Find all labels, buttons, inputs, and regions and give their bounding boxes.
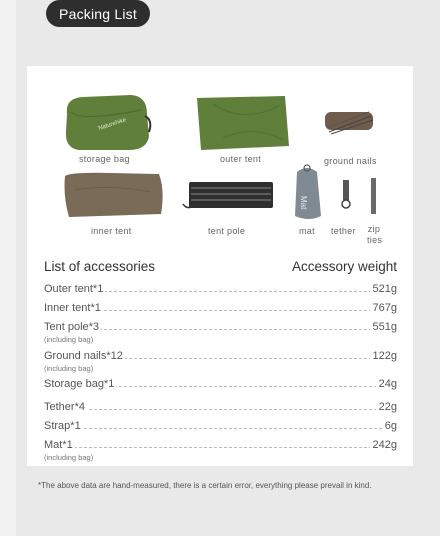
- row-note: (including bag): [44, 364, 94, 373]
- item-label-storage-bag: storage bag: [79, 154, 130, 164]
- table-row: [44, 420, 397, 440]
- storage-bag-icon: [61, 92, 153, 152]
- row-weight: 22g: [376, 401, 397, 413]
- row-note: (including bag): [44, 335, 94, 344]
- outer-tent-icon: [193, 94, 293, 152]
- leader-dots: [44, 447, 397, 448]
- row-note: (including bag): [44, 453, 94, 462]
- row-weight: 122g: [370, 350, 397, 362]
- table-row: [44, 302, 397, 322]
- table-row: [44, 350, 397, 373]
- row-name: Storage bag*1: [44, 378, 115, 390]
- row-weight: 24g: [376, 378, 397, 390]
- row-name: Mat*1: [44, 439, 73, 451]
- table-row: [44, 439, 397, 462]
- row-weight: 521g: [370, 283, 397, 295]
- zip-ties-icon: [365, 176, 383, 218]
- tether-icon: [335, 176, 357, 212]
- row-name: Strap*1: [44, 420, 81, 432]
- table-row: [44, 401, 397, 421]
- inner-tent-icon: [61, 170, 165, 220]
- item-label-tent-pole: tent pole: [208, 226, 246, 236]
- item-label-zip-ties: zip ties: [367, 224, 383, 245]
- packing-list-card: [27, 66, 413, 466]
- accessories-heading: List of accessories: [44, 259, 156, 274]
- table-row: [44, 321, 397, 344]
- mat-icon: [291, 162, 325, 224]
- leader-dots: [44, 409, 397, 410]
- item-label-tether: tether: [331, 226, 356, 236]
- row-weight: 6g: [382, 420, 397, 432]
- item-label-outer-tent: outer tent: [220, 154, 262, 164]
- side-panel: [0, 0, 16, 536]
- item-label-ground-nails: ground nails: [324, 156, 377, 166]
- item-label-mat: mat: [299, 226, 315, 236]
- item-label-inner-tent: inner tent: [91, 226, 132, 236]
- row-name: Tent pole*3: [44, 321, 100, 333]
- ground-nails-icon: [321, 106, 379, 138]
- row-name: Outer tent*1: [44, 283, 104, 295]
- section-title-badge: [46, 0, 150, 27]
- mat-brand: Mat: [299, 196, 308, 210]
- row-weight: 242g: [370, 439, 397, 451]
- weight-heading: Accessory weight: [291, 259, 397, 274]
- row-weight: 767g: [370, 302, 397, 314]
- table-row: [44, 283, 397, 303]
- table-row: [44, 378, 397, 398]
- row-name: Inner tent*1: [44, 302, 101, 314]
- footnote: *The above data are hand-measured, there is a certain error, everything please prevail in kind.: [38, 481, 372, 490]
- bag-brand: Naturehike: [97, 117, 128, 132]
- row-name: Ground nails*12: [44, 350, 123, 362]
- leader-dots: [44, 428, 397, 429]
- row-name: Tether*4: [44, 401, 85, 413]
- section-title: Packing List: [59, 5, 137, 22]
- row-weight: 551g: [370, 321, 397, 333]
- tent-pole-icon: [181, 178, 277, 214]
